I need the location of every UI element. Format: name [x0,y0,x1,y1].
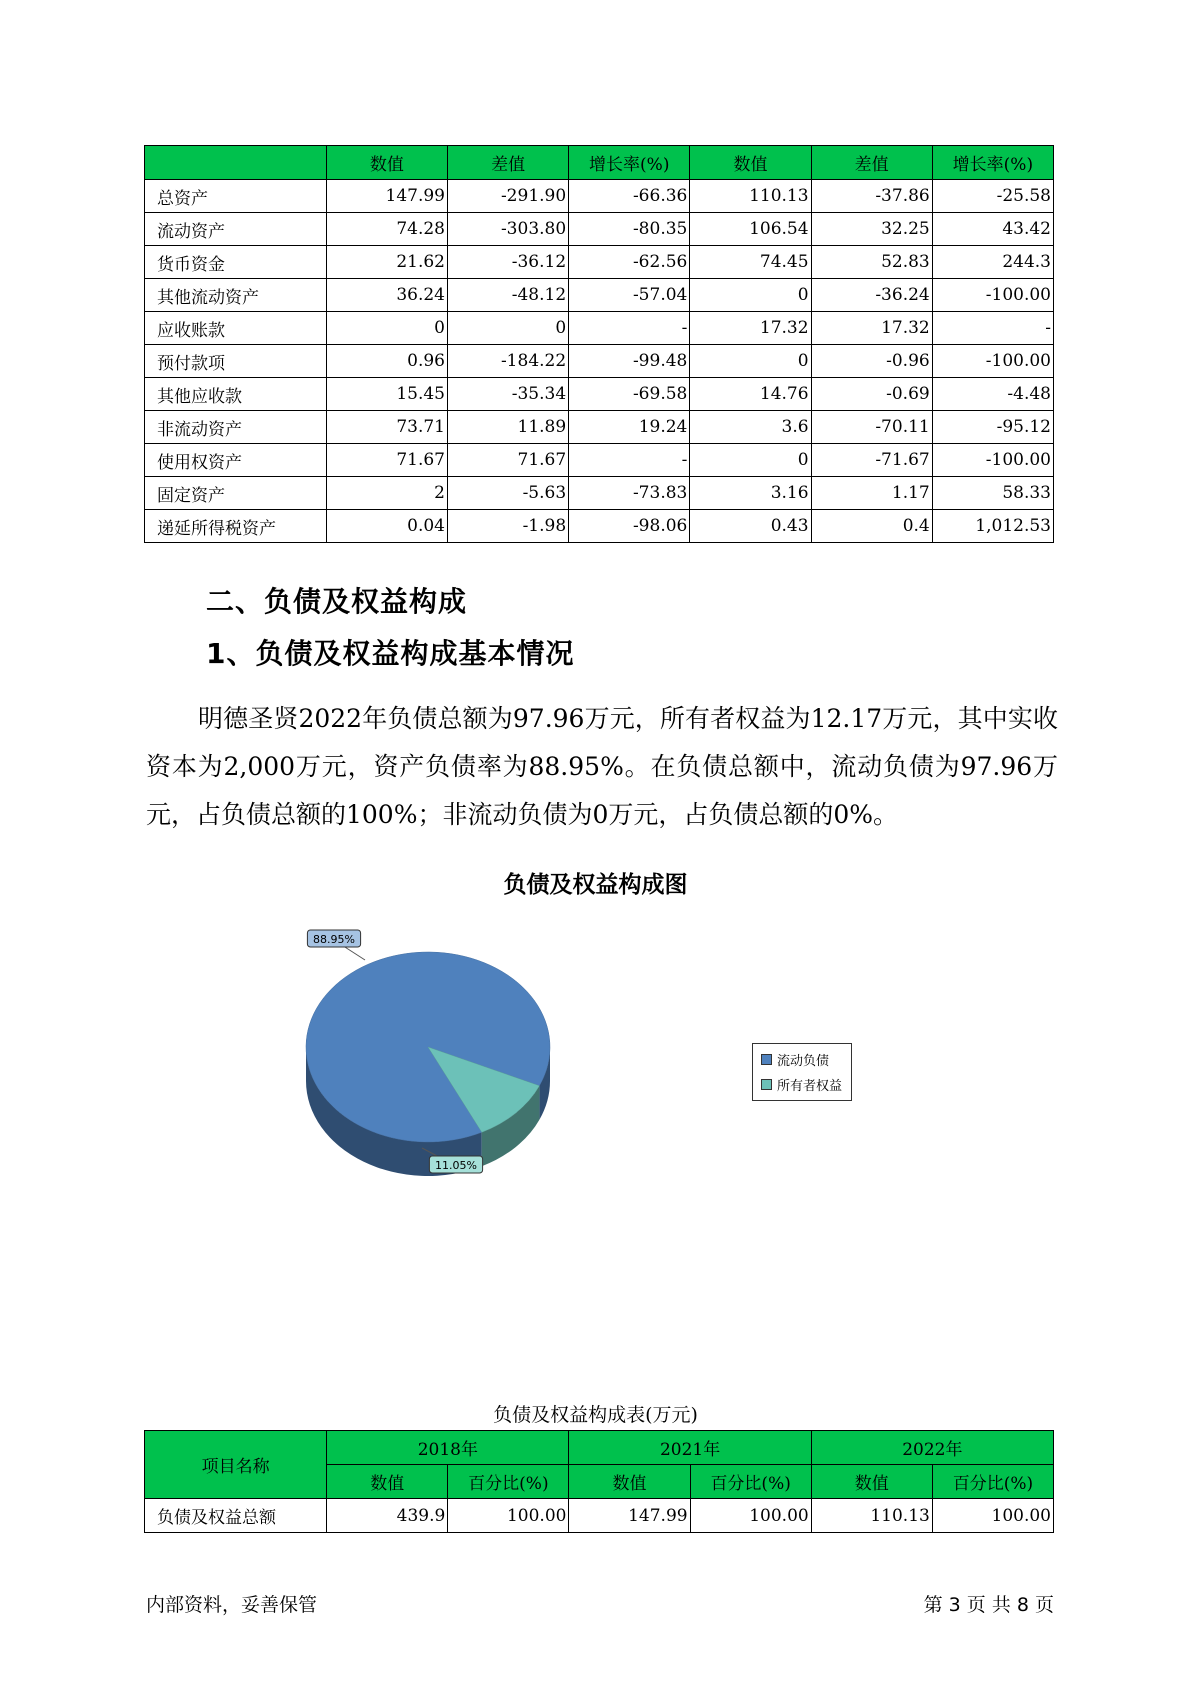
column-header: 差值 [447,146,568,180]
table-cell: -0.96 [811,345,932,378]
table-cell: 32.25 [811,213,932,246]
row-label: 流动资产 [145,213,327,246]
table-cell: 14.76 [690,378,811,411]
legend-swatch [761,1054,772,1065]
table-cell: 244.3 [932,246,1053,279]
table-cell: -66.36 [569,180,690,213]
table-cell: 0.4 [811,510,932,543]
table-cell: 52.83 [811,246,932,279]
table-cell: 74.28 [326,213,447,246]
table-cell: 15.45 [326,378,447,411]
row-label: 应收账款 [145,312,327,345]
table-cell: 71.67 [326,444,447,477]
table-cell: 0.96 [326,345,447,378]
table-cell: 74.45 [690,246,811,279]
table-cell: -184.22 [447,345,568,378]
table-cell: -291.90 [447,180,568,213]
table-cell: 0.04 [326,510,447,543]
table-row [145,411,1054,444]
summary-paragraph: 明德圣贤2022年负债总额为97.96万元，所有者权益为12.17万元，其中实收资本为2,000万元，资产负债率为88.95%。在负债总额中，流动负债为97.96万元，占负债总额的100%；非流动负债为0万元，占负债总额的0%。 [146,704,1058,829]
footer-note: 内部资料，妥善保管 [146,1594,318,1616]
equity-composition-table [144,1430,1054,1533]
table-cell: -80.35 [569,213,690,246]
legend-item-owners-equity [761,1075,851,1094]
table-cell: -36.24 [811,279,932,312]
table-cell: -35.34 [447,378,568,411]
table-cell: 100.00 [690,1499,811,1533]
table-cell: -25.58 [932,180,1053,213]
table-cell: 147.99 [326,180,447,213]
table-caption: 负债及权益构成表(万元) [493,1404,698,1426]
column-header: 数值 [569,1465,690,1499]
table-cell: 11.89 [447,411,568,444]
table-row [145,279,1054,312]
column-header: 差值 [811,146,932,180]
row-label: 其他应收款 [145,378,327,411]
year-header: 2018年 [327,1431,569,1465]
table-header-row [145,146,1054,180]
table-row [145,345,1054,378]
table-cell: 0.43 [690,510,811,543]
legend-label: 流动负债 [777,1054,830,1069]
table-row [145,444,1054,477]
table-cell: 21.62 [326,246,447,279]
table-cell: -70.11 [811,411,932,444]
table-cell: - [569,312,690,345]
column-header: 百分比(%) [690,1465,811,1499]
table-cell: 3.6 [690,411,811,444]
table-cell: -99.48 [569,345,690,378]
data-label: 11.05% [435,1159,477,1172]
pie-chart [280,920,580,1190]
column-header: 百分比(%) [448,1465,569,1499]
year-header: 2022年 [811,1431,1053,1465]
column-header: 增长率(%) [569,146,690,180]
table-cell: -303.80 [447,213,568,246]
table-cell: -100.00 [932,345,1053,378]
table-cell: -1.98 [447,510,568,543]
table-row [145,312,1054,345]
table-cell: 17.32 [811,312,932,345]
column-header: 增长率(%) [932,146,1053,180]
table-cell: 71.67 [447,444,568,477]
column-header: 数值 [327,1465,448,1499]
table-row [145,246,1054,279]
table-cell: 43.42 [932,213,1053,246]
table-cell: 100.00 [448,1499,569,1533]
table-cell: - [932,312,1053,345]
row-label: 货币资金 [145,246,327,279]
table-cell: 439.9 [327,1499,448,1533]
row-label: 使用权资产 [145,444,327,477]
row-label: 负债及权益总额 [145,1499,327,1533]
chart-title: 负债及权益构成图 [503,872,688,898]
row-label: 预付款项 [145,345,327,378]
table-cell: -48.12 [447,279,568,312]
table-cell: -71.67 [811,444,932,477]
row-label: 非流动资产 [145,411,327,444]
column-header: 数值 [690,146,811,180]
table-cell: 0 [326,312,447,345]
data-label: 88.95% [313,933,355,946]
year-header: 2021年 [569,1431,811,1465]
table-cell: 110.13 [811,1499,932,1533]
table-cell: - [569,444,690,477]
table-cell: 0 [690,279,811,312]
table-cell: 147.99 [569,1499,690,1533]
table-cell: -69.58 [569,378,690,411]
table-cell: -57.04 [569,279,690,312]
table-cell: 73.71 [326,411,447,444]
table-row [145,213,1054,246]
table-cell: 3.16 [690,477,811,510]
column-header: 数值 [326,146,447,180]
table-cell: -95.12 [932,411,1053,444]
row-label: 递延所得税资产 [145,510,327,543]
table-cell: 1.17 [811,477,932,510]
table-cell: -73.83 [569,477,690,510]
table-row [145,510,1054,543]
column-header [145,146,327,180]
table-cell: -62.56 [569,246,690,279]
table-cell: -37.86 [811,180,932,213]
page-number: 第 3 页 共 8 页 [923,1594,1054,1616]
row-label: 其他流动资产 [145,279,327,312]
table-cell: 58.33 [932,477,1053,510]
table-cell: 0 [690,345,811,378]
legend-label: 所有者权益 [777,1079,843,1094]
table-row [145,180,1054,213]
column-header: 百分比(%) [932,1465,1053,1499]
table-row [145,1499,1054,1533]
table-cell: -100.00 [932,444,1053,477]
column-header: 数值 [811,1465,932,1499]
table-cell: 110.13 [690,180,811,213]
table-cell: 106.54 [690,213,811,246]
row-label: 总资产 [145,180,327,213]
table-cell: -98.06 [569,510,690,543]
table-cell: -0.69 [811,378,932,411]
table-cell: 0 [690,444,811,477]
table-cell: 36.24 [326,279,447,312]
table-cell: 0 [447,312,568,345]
table-cell: 100.00 [932,1499,1053,1533]
subsection-heading: 1、负债及权益构成基本情况 [206,637,575,670]
table-cell: 19.24 [569,411,690,444]
table-row [145,477,1054,510]
table-cell: -100.00 [932,279,1053,312]
table-cell: 17.32 [690,312,811,345]
table-cell: 2 [326,477,447,510]
chart-legend [752,1043,852,1101]
table-row [145,378,1054,411]
legend-item-current-liabilities [761,1050,851,1069]
table-cell: -5.63 [447,477,568,510]
asset-change-table [144,145,1054,543]
table-cell: -4.48 [932,378,1053,411]
table-header-row [145,1431,1054,1465]
section-heading: 二、负债及权益构成 [206,585,468,618]
table-cell: 1,012.53 [932,510,1053,543]
row-label: 固定资产 [145,477,327,510]
legend-swatch [761,1079,772,1090]
item-name-header: 项目名称 [145,1431,327,1499]
table-cell: -36.12 [447,246,568,279]
